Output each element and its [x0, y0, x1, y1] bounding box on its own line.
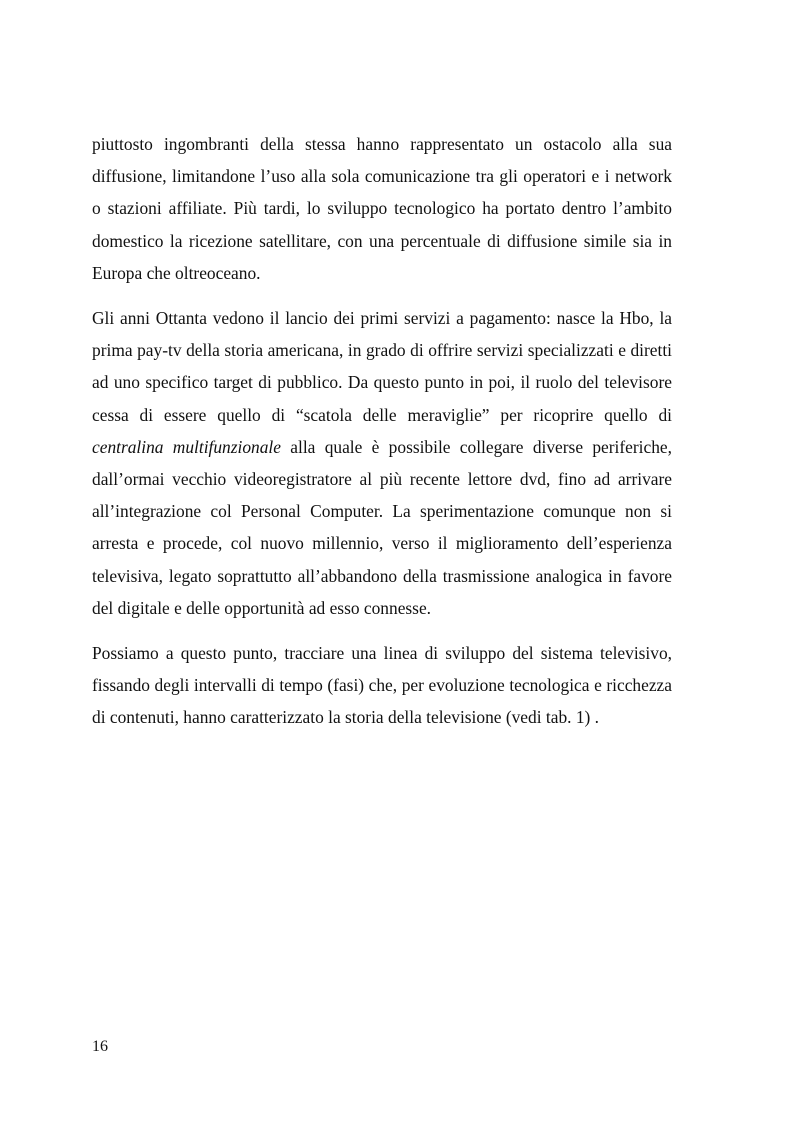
paragraph-text: piuttosto ingombranti della stessa hanno rappresentato un ostacolo alla sua diffusione, limitandone l’uso alla sola comunicazione tra gli operatori e i network o stazioni affiliate. Più tardi, lo sviluppo tecnologico ha portato dentro l’ambito domestico la ricezione satellitare, con una percentuale di diffusione simile sia in Europa che oltreoceano. — [92, 134, 672, 283]
body-text — [92, 128, 672, 747]
paragraph-development-phases — [92, 637, 672, 734]
paragraph-text: Possiamo a questo punto, tracciare una linea di sviluppo del sistema televisivo, fissando degli intervalli di tempo (fasi) che, per evoluzione tecnologica e ricchezza di contenuti, hanno caratterizzato la storia della televisione (vedi tab. 1) . — [92, 643, 672, 728]
paragraph-pay-tv — [92, 302, 672, 624]
page-number: 16 — [92, 1038, 108, 1055]
italic-term: centralina multifunzionale — [92, 436, 281, 457]
paragraph-text: Gli anni Ottanta vedono il lancio dei primi servizi a pagamento: nasce la Hbo, la prima pay-tv della storia americana, in grado di offrire servizi specializzati e diretti ad uno specifico target di pubblico. Da questo punto in poi, il ruolo del televisore cessa di essere quello di “scatola delle meraviglie” per ricoprire quello di — [92, 308, 672, 425]
paragraph-text: alla quale è possibile collegare diverse periferiche, dall’ormai vecchio videoregistratore al più recente lettore dvd, fino ad arrivare all’integrazione col Personal Computer. La sperimentazione comunque non si arresta e procede, col nuovo millennio, verso il miglioramento dell’esperienza televisiva, legato soprattutto all’abbandono della trasmissione analogica in favore del digitale e delle opportunità ad esso connesse. — [92, 436, 672, 618]
paragraph-satellite — [92, 128, 672, 289]
